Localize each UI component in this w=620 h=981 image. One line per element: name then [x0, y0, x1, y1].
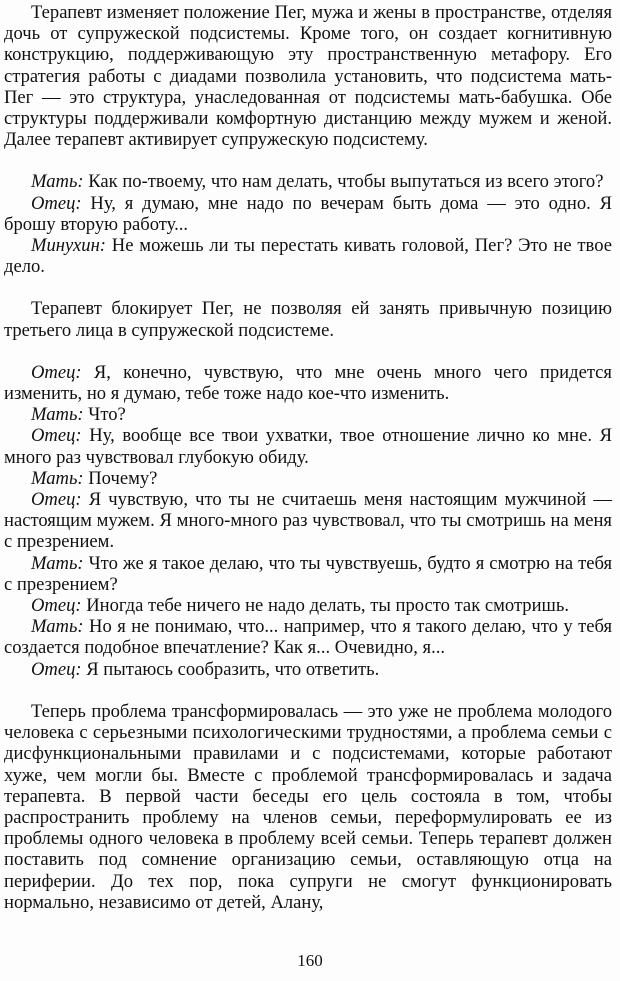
paragraph-gap [4, 277, 612, 298]
dialogue-text: Но я не понимаю, что... например, что я такого делаю, что у тебя создается подобное впечатление? Как я... Очевидно, я... [4, 616, 612, 659]
paragraph [4, 2, 612, 150]
speaker-label: Минухин: [31, 235, 106, 257]
speaker-label: Мать: [31, 552, 84, 574]
dialogue-line [4, 616, 612, 658]
dialogue-line [4, 468, 612, 489]
dialogue-line [4, 235, 612, 277]
paragraph [4, 701, 612, 913]
dialogue-line [4, 193, 612, 235]
dialogue-line [4, 404, 612, 425]
speaker-label: Мать: [31, 467, 84, 489]
dialogue-line [4, 595, 612, 616]
dialogue-line [4, 553, 612, 595]
speaker-label: Мать: [31, 404, 84, 426]
speaker-label: Отец: [31, 361, 82, 383]
paragraph-gap [4, 150, 612, 171]
dialogue-text: Я, конечно, чувствую, что мне очень много чего придется изменить, но я думаю, тебе тоже надо кое-что изменить. [4, 361, 612, 405]
speaker-label: Мать: [31, 171, 84, 193]
dialogue-text: Что же я такое делаю, что ты чувствуешь, будто я смотрю на тебя с презрением? [4, 552, 612, 595]
paragraph-text: Терапевт изменяет положение Пег, мужа и жены в пространстве, отделяя дочь от супружеской подсистемы. Кроме того, он создает когнитивную конструкцию, поддерживающую эту пространственную метафору. Его стратегия работы с диадами позволила установить, что подсистема мать-Пег — это структура, унаследованная от подсистемы мать-бабушка. Обе структуры поддерживали комфортную дистанцию между мужем и женой. Далее терапевт активирует супружескую подсистему. [4, 2, 612, 151]
dialogue-text: Не можешь ли ты перестать кивать головой, Пег? Это не твое дело. [4, 235, 612, 278]
paragraph-text: Теперь проблема трансформировалась — это уже не проблема молодого человека с серьезными психологическими трудностями, а проблема семьи с дисфункциональными правилами и с подсистемами, которые работают хуже, чем могли бы. Вместе с проблемой трансформировалась и задача терапевта. В первой части беседы его цель состояла в том, чтобы распространить проблему на членов семьи, переформулировать ее из проблемы одного человека в проблему всей семьи. Теперь терапевт должен поставить под сомнение организацию семьи, оставляющую отца на периферии. До тех пор, пока супруги не смогут функционировать нормально, независимо от детей, Алану, [4, 700, 612, 913]
dialogue-text: Что? [83, 404, 126, 426]
speaker-label: Отец: [31, 192, 82, 214]
speaker-label: Отец: [31, 489, 82, 511]
paragraph-gap [4, 341, 612, 362]
dialogue-line [4, 171, 612, 192]
paragraph-gap [4, 680, 612, 701]
dialogue-line [4, 425, 612, 467]
dialogue-text: Ну, вообще все твои ухватки, твое отношение лично ко мне. Я много раз чувствовал глубокую обиду. [4, 425, 612, 468]
page-number: 160 [297, 951, 323, 970]
speaker-label: Отец: [31, 658, 82, 680]
dialogue-line [4, 489, 612, 553]
dialogue-text: Иногда тебе ничего не надо делать, ты просто так смотришь. [81, 595, 569, 617]
paragraph [4, 298, 612, 340]
page-text [4, 2, 612, 913]
dialogue-line [4, 659, 612, 680]
dialogue-text: Я чувствую, что ты не считаешь меня настоящим мужчиной — настоящим мужем. Я много-много раз чувствовал, что ты смотришь на меня с презрением. [4, 489, 612, 553]
dialogue-text: Ну, я думаю, мне надо по вечерам быть дома — это одно. Я брошу вторую работу... [4, 192, 612, 235]
dialogue-text: Я пытаюсь сообразить, что ответить. [81, 658, 380, 680]
dialogue-line [4, 362, 612, 404]
dialogue-text: Почему? [83, 467, 158, 489]
speaker-label: Мать: [31, 616, 84, 638]
paragraph-text: Терапевт блокирует Пег, не позволяя ей занять привычную позицию третьего лица в супружеской подсистеме. [4, 298, 612, 341]
speaker-label: Отец: [31, 595, 82, 617]
speaker-label: Отец: [31, 425, 82, 447]
dialogue-text: Как по-твоему, что нам делать, чтобы выпутаться из всего этого? [83, 171, 604, 193]
